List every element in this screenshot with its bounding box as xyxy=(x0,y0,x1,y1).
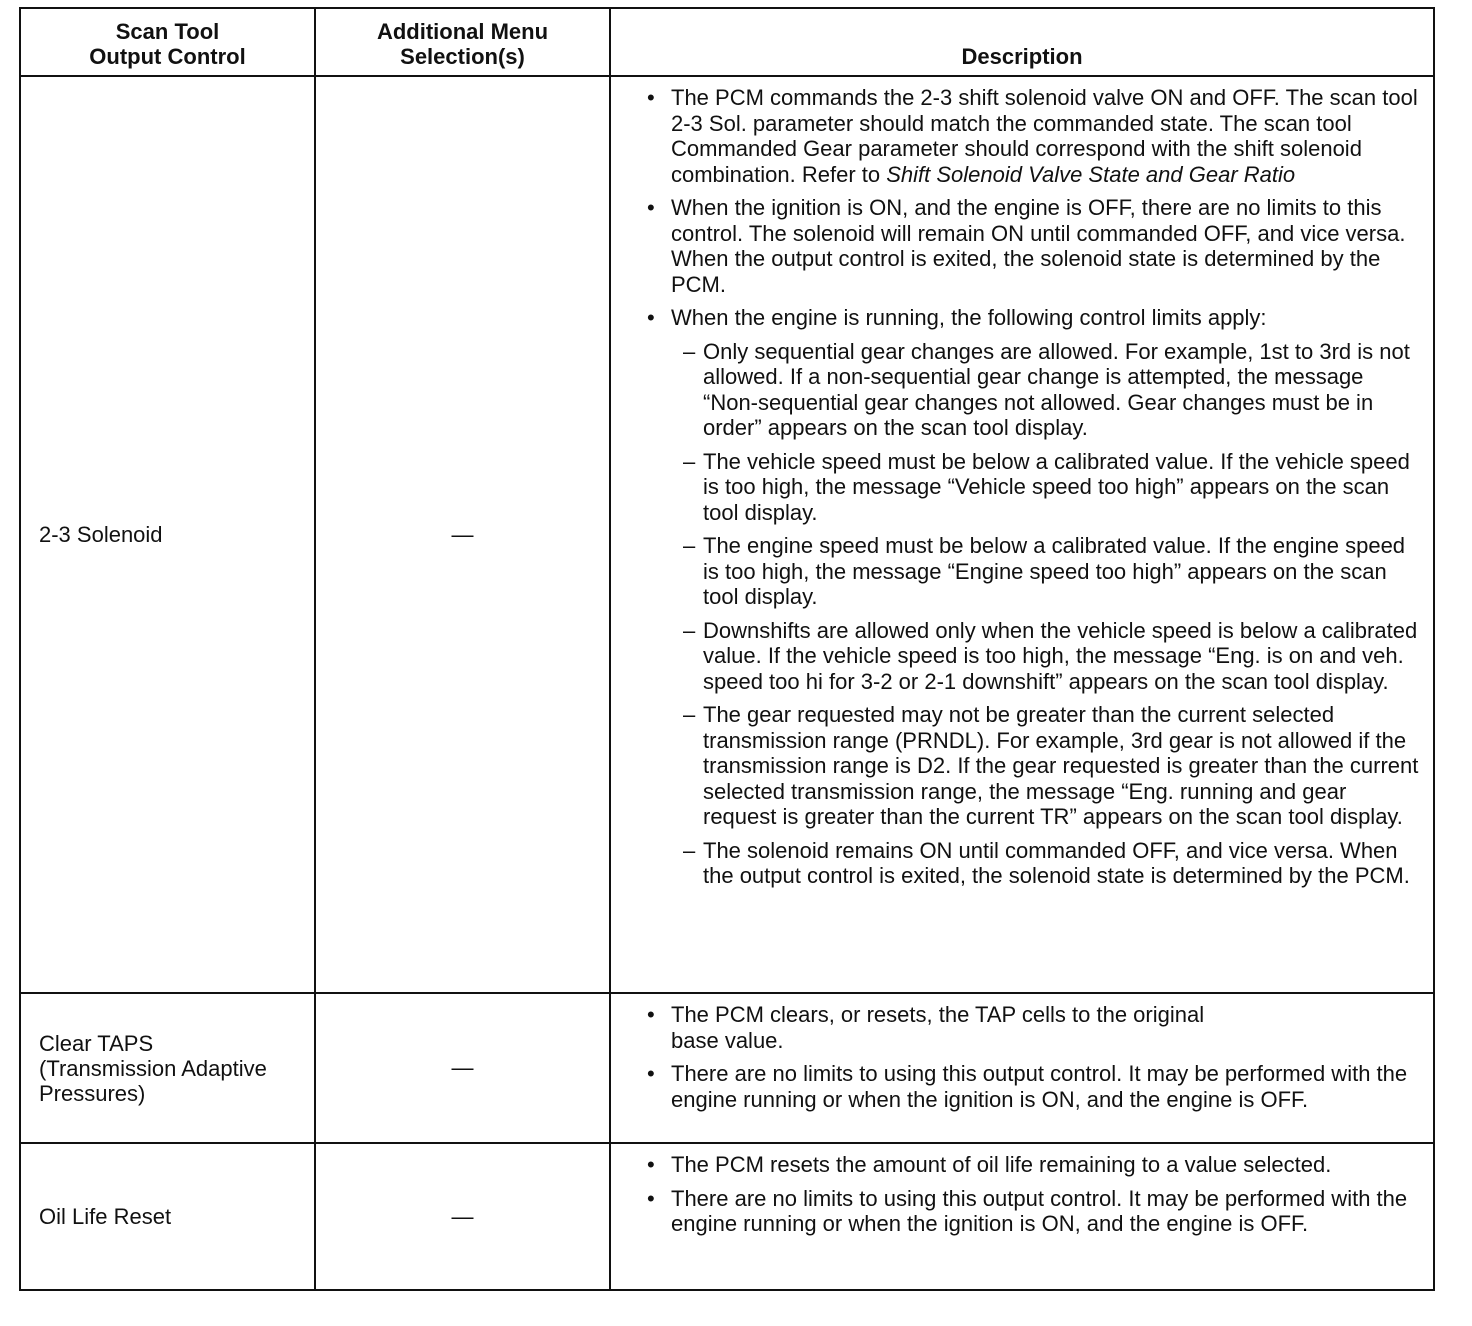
control-limits-list xyxy=(671,339,1423,889)
bullet-item xyxy=(645,305,1423,889)
menu-selection: — xyxy=(315,1143,610,1290)
bullet-item: • The PCM clears, or resets, the TAP cells to the original base value. xyxy=(645,1002,1423,1053)
table-row-2-3-solenoid xyxy=(20,76,1434,993)
sub-item: – Downshifts are allowed only when the vehicle speed is below a calibrated value. If the vehicle speed is too high, the message “Eng. is on and veh. speed too hi for 3-2 or 2-1 downshift” appears on the scan tool display. xyxy=(671,618,1423,695)
menu-selection: — xyxy=(315,993,610,1143)
description-cell xyxy=(610,993,1434,1143)
bullet-text: When the engine is running, the following control limits apply: xyxy=(671,305,1267,330)
description-cell xyxy=(610,1143,1434,1290)
bullet-item xyxy=(645,195,1423,297)
sub-item: – Only sequential gear changes are allowed. For example, 1st to 3rd is not allowed. If a non-sequential gear change is attempted, the message “Non-sequential gear changes not allowed. Gear changes must be in order” appears on the scan tool display. xyxy=(671,339,1423,441)
sub-item: – The engine speed must be below a calibrated value. If the engine speed is too high, the message “Engine speed too high” appears on the scan tool display. xyxy=(671,533,1423,610)
sub-item: – The vehicle speed must be below a calibrated value. If the vehicle speed is too high, the message “Vehicle speed too high” appears on the scan tool display. xyxy=(671,449,1423,526)
sub-item: – The solenoid remains ON until commanded OFF, and vice versa. When the output control is exited, the solenoid state is determined by the PCM. xyxy=(671,838,1423,889)
bullet-text: When the ignition is ON, and the engine is OFF, there are no limits to this control. The solenoid will remain ON until commanded OFF, and vice versa. When the output control is exited, the solenoid state is determined by the PCM. xyxy=(671,195,1406,297)
header-scan-tool-output-control: Scan Tool Output Control xyxy=(20,8,315,76)
header-description: Description xyxy=(610,8,1434,76)
bullet-item: • The PCM resets the amount of oil life remaining to a value selected. xyxy=(645,1152,1423,1178)
menu-selection: — xyxy=(315,76,610,993)
output-control-name: Oil Life Reset xyxy=(20,1143,315,1290)
description-bullets xyxy=(645,85,1423,889)
description-bullets xyxy=(645,1152,1423,1237)
output-control-name: 2-3 Solenoid xyxy=(20,76,315,993)
sub-item: – The gear requested may not be greater than the current selected transmission range (PRNDL). For example, 3rd gear is not allowed if the transmission range is D2. If the gear requested is greater than the current selected transmission range, the message “Eng. running and gear request is greater than the current TR” appears on the scan tool display. xyxy=(671,702,1423,830)
reference-link-text: Shift Solenoid Valve State and Gear Ratio xyxy=(886,161,1296,187)
table-row-clear-taps xyxy=(20,993,1434,1143)
bullet-text: The PCM commands the 2-3 shift solenoid valve ON and OFF. The scan tool 2-3 Sol. parameter should match the commanded state. The scan tool Commanded Gear parameter should correspond with the shift solenoid combination. Refer to xyxy=(671,85,1418,187)
bullet-item xyxy=(645,85,1423,187)
description-cell xyxy=(610,76,1434,993)
table-header-row xyxy=(20,8,1434,76)
output-control-table xyxy=(19,7,1435,1291)
output-control-name: Clear TAPS (Transmission Adaptive Pressures) xyxy=(20,993,315,1143)
header-additional-menu-selections: Additional Menu Selection(s) xyxy=(315,8,610,76)
bullet-item: • There are no limits to using this output control. It may be performed with the engine running or when the ignition is ON, and the engine is OFF. xyxy=(645,1186,1423,1237)
table-row-oil-life-reset xyxy=(20,1143,1434,1290)
bullet-item: • There are no limits to using this output control. It may be performed with the engine running or when the ignition is ON, and the engine is OFF. xyxy=(645,1061,1423,1112)
description-bullets xyxy=(645,1002,1423,1112)
